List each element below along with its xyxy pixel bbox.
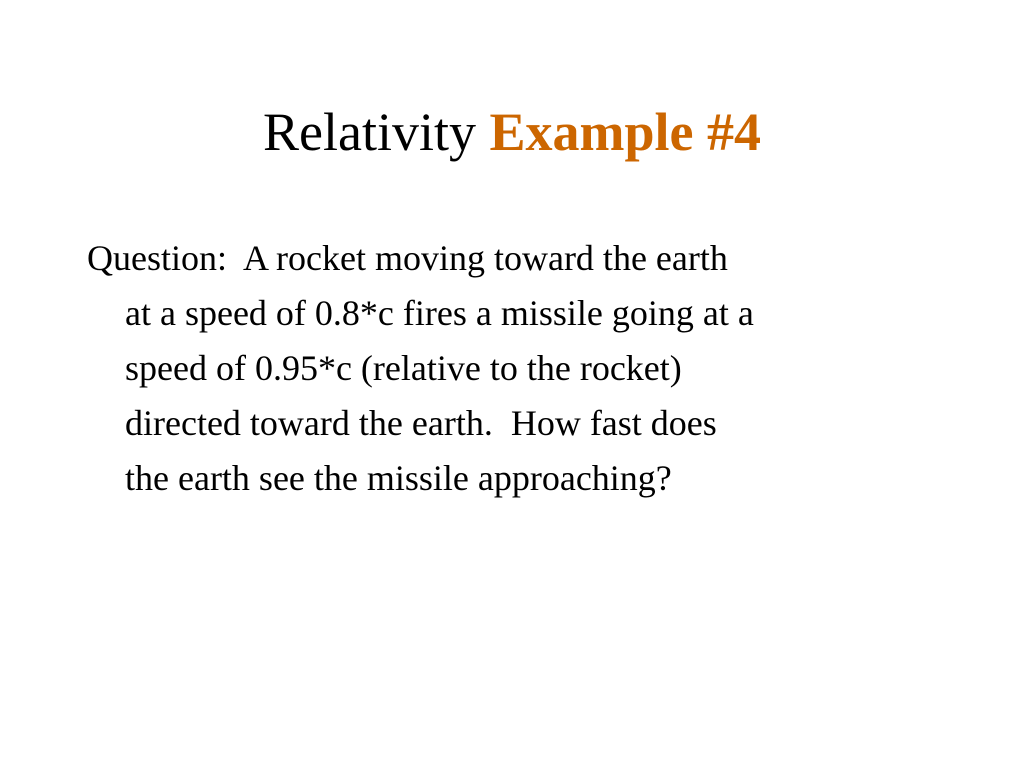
title-prefix: Relativity xyxy=(263,102,490,162)
slide-title xyxy=(0,100,1024,164)
title-emphasis: Example #4 xyxy=(489,102,761,162)
question-line: Question: A rocket moving toward the earth xyxy=(87,238,728,278)
question-line: the earth see the missile approaching? xyxy=(125,458,672,498)
question-line: directed toward the earth. How fast does xyxy=(125,403,717,443)
question-line: at a speed of 0.8*c fires a missile going at a xyxy=(125,293,754,333)
question-line: speed of 0.95*c (relative to the rocket) xyxy=(125,348,682,388)
question-paragraph xyxy=(87,231,947,506)
